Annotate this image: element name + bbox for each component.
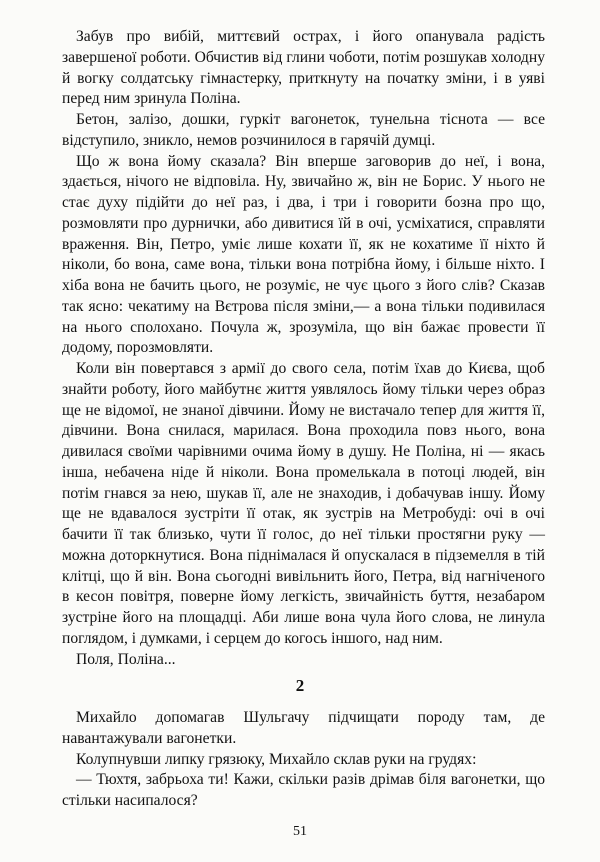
section-text [62, 708, 545, 812]
section-number: 2 [295, 676, 305, 695]
paragraph: Колупнувши липку грязюку, Михайло склав руки на грудях: [76, 750, 477, 768]
paragraph: Михайло допомагав Шульгачу підчищати породу там, де навантажували вагонетки. [62, 709, 545, 747]
paragraph: Коли він повертався з армії до свого села, потім їхав до Києва, щоб знайти роботу, його майбутнє життя уявлялось йому тільки через образ ще не відомої, не знаної дівчини. Йому не вистачало тепер для життя її, дівчини. Вона снилася, марилася. Вона проходила повз нього, вона дивилася своїми чарівними очима йому в душу. Не Поліна, ні — якась інша, небачена ніде й ніколи. Вона промелькала в потоці людей, він потім гнався за нею, шукав її, але не знаходив, і добачував іншу. Йому ще не вдавалося зустріти її отак, як зустрів на Метробуді: очі в очі бачити її так близько, чути її голос, до неї тільки простягни руку — можна доторкнутися. Вона піднімалася й опускалася в підземелля в тій клітці, що й він. Вона сьогодні вивільнить його, Петра, від нагніченого в кесон повітря, поверне йому легкість, звичайність буття, незабаром зустріне його на площадці. Аби лише вона чула його слова, не линула поглядом, і думками, і серцем до когось іншого, над ним. [62, 360, 545, 647]
paragraph: Бетон, залізо, дошки, гуркіт вагонеток, тунельна тіснота — все відступило, зникло, немов розчинилося в гарячій думці. [62, 111, 545, 149]
paragraph: — Тюхтя, забрьоха ти! Кажи, скільки разів дрімав біля вагонетки, що стільки насипалося? [62, 771, 545, 809]
paragraph: Що ж вона йому сказала? Він вперше заговорив до неї, і вона, здається, нічого не відповіла. Ну, звичайно ж, він не Борис. У нього не стає духу підійти до неї раз, і два, і три і говорити бозна про що, розмовляти про дурнички, або дивитися їй в очі, усміхатися, справляти враження. Він, Петро, уміє лише кохати її, як не кохатиме її ніхто й ніколи, бо вона, саме вона, тільки вона потрібна йому, і більше ніхто. І хіба вона не бачить цього, не розуміє, не чує цього з його слів? Сказав так ясно: чекатиму на Вєтрова після зміни,— а вона тільки подивилася на нього сполохано. Почула ж, зрозуміла, що він бажає провести її додому, порозмовляти. [62, 152, 545, 357]
paragraph: Забув про вибій, миттєвий острах, і його опанувала радість завершеної роботи. Обчистив від глини чоботи, потім розшукав холодну й вогку солдатську гімнастерку, приткнуту на початку зміни, і в уяві перед ним зринула Поліна. [62, 28, 545, 108]
paragraph: Поля, Поліна... [76, 650, 176, 668]
main-text [62, 27, 545, 670]
page-number: 51 [293, 824, 307, 839]
